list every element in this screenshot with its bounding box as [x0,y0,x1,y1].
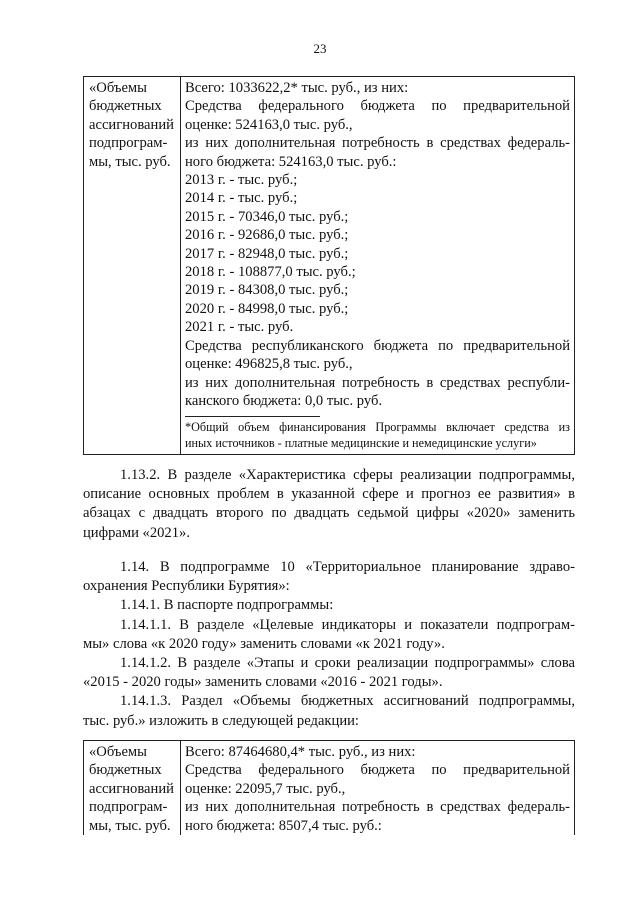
label-line: бюджетных [89,762,162,779]
value-line: 2018 г. - 108877,0 тыс. руб.; [185,264,356,281]
value-line: из них дополнительная потребность в средствах республи- [185,374,570,391]
value-line: оценке: 524163,0 тыс. руб., [185,116,353,133]
value-line: 2016 г. - 92686,0 тыс. руб.; [185,227,349,244]
label-line: мы, тыс. руб. [89,153,171,170]
value-line: ного бюджета: 8507,4 тыс. руб.: [185,817,382,834]
value-line: 2014 г. - тыс. руб.; [185,190,298,207]
paragraph-line: абзацах с двадцать второго по двадцать седьмой цифры «2020» заменить [83,505,575,522]
value-line: Средства федерального бюджета по предварительной [185,762,570,779]
label-line: «Объемы [89,80,147,96]
page-number: 23 [313,41,327,56]
paragraph-line: «2015 - 2020 годы» заменить словами «2016 - 2021 годы». [83,674,443,691]
value-line: Средства республиканского бюджета по предварительной [185,337,570,354]
value-line: оценке: 496825,8 тыс. руб., [185,356,353,373]
label-line: «Объемы [89,744,147,760]
paragraph-line: тыс. руб.» изложить в следующей редакции: [83,712,359,729]
value-line: из них дополнительная потребность в средствах федераль- [185,799,570,816]
value-line: 2013 г. - тыс. руб.; [185,172,298,189]
budget-table-1 [83,76,575,455]
value-line: ного бюджета: 524163,0 тыс. руб.: [185,153,397,170]
budget-table-2 [83,740,575,835]
value-line: 2021 г. - тыс. руб. [185,319,294,336]
label-line: бюджетных [89,98,162,115]
label-line: подпрограм- [89,799,168,816]
paragraph-1-13-2 [83,466,575,543]
footnote-line: *Общий объем финансирования Программы включает средства из [185,420,570,435]
budget-table-1-value-cell [181,77,575,455]
label-line: подпрограм- [89,135,168,152]
budget-table-2-label-cell [84,741,181,836]
value-line: Всего: 1033622,2* тыс. руб., из них: [185,80,409,96]
footnote-divider [185,416,320,417]
budget-table-1-label-cell [84,77,181,455]
paragraph-1-14 [83,558,575,731]
value-line: канского бюджета: 0,0 тыс. руб. [185,392,383,409]
paragraph-line: 1.14.1.2. В разделе «Этапы и сроки реализации подпрограммы» слова [120,655,575,672]
value-line: Всего: 87464680,4* тыс. руб., из них: [185,744,416,760]
value-line: 2017 г. - 82948,0 тыс. руб.; [185,245,349,262]
paragraph-line: описание основных проблем в указанной сфере и прогноз ее развития» в [83,486,575,503]
value-line: 2019 г. - 84308,0 тыс. руб.; [185,282,349,299]
value-line: из них дополнительная потребность в средствах федераль- [185,135,570,152]
paragraph-line: 1.13.2. В разделе «Характеристика сферы реализации подпрограммы, [120,467,575,483]
paragraph-1-14-1: 1.14.1. В паспорте подпрограммы: [120,597,334,614]
label-line: мы, тыс. руб. [89,817,171,834]
value-line: Средства федерального бюджета по предварительной [185,98,570,115]
value-line: 2015 г. - 70346,0 тыс. руб.; [185,208,349,225]
paragraph-line: 1.14.1.1. В разделе «Целевые индикаторы и показатели подпрограм- [120,616,575,633]
value-line: оценке: 22095,7 тыс. руб., [185,780,346,797]
label-line: ассигнований [89,780,174,797]
paragraph-line: 1.14. В подпрограмме 10 «Территориальное планирование здраво- [120,559,575,575]
paragraph-line: цифрами «2021». [83,524,190,541]
value-line: 2020 г. - 84998,0 тыс. руб.; [185,300,349,317]
label-line: ассигнований [89,116,174,133]
footnote-line: иных источников - платные медицинские и немедицинские услуги» [185,436,537,451]
paragraph-line: охранения Республики Бурятия»: [83,578,290,595]
paragraph-line: 1.14.1.3. Раздел «Объемы бюджетных ассигнований подпрограммы, [120,693,575,710]
budget-table-2-value-cell [181,741,575,836]
paragraph-line: мы» слова «к 2020 году» заменить словами «к 2021 году». [83,635,445,652]
